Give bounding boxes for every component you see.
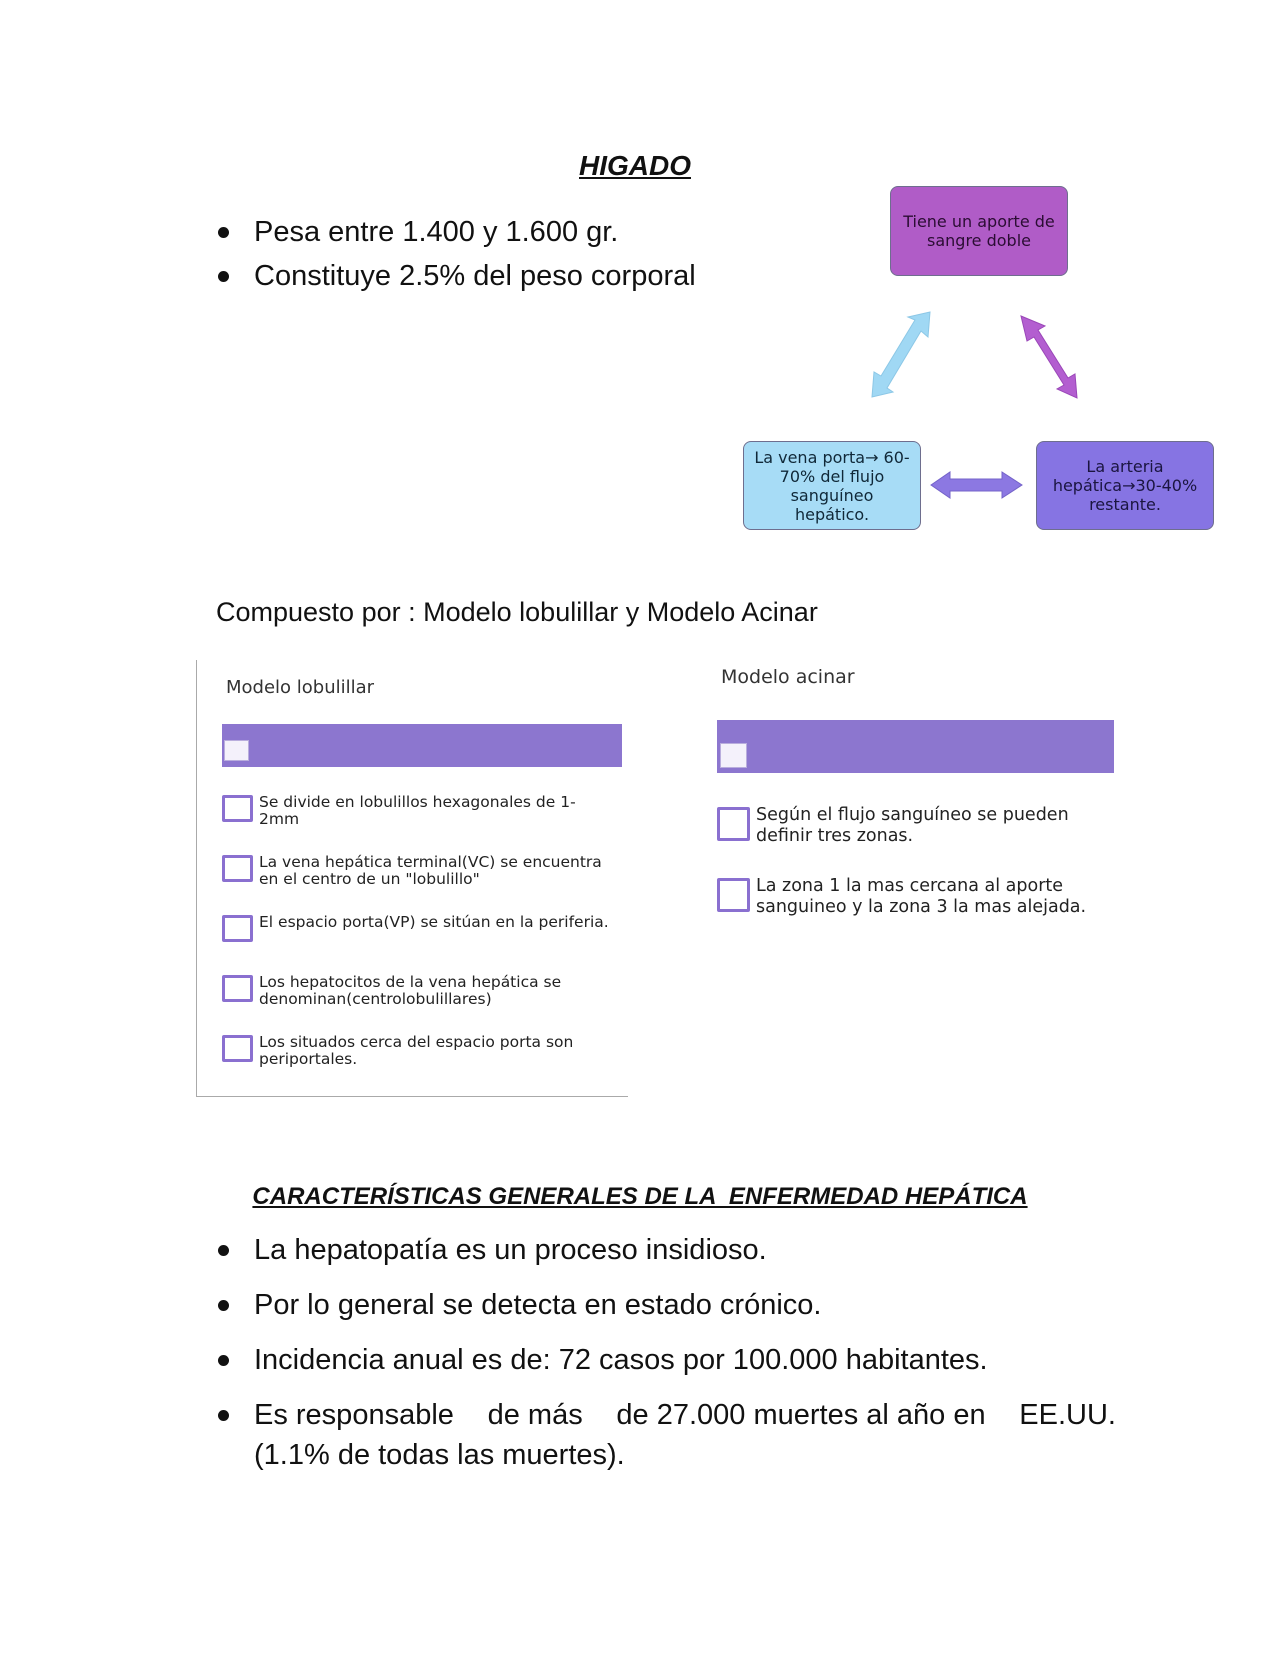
- diagram-box-hepatic-artery: [1036, 441, 1214, 530]
- characteristics-bullet-list: [214, 1230, 1116, 1490]
- acinar-item: [717, 876, 1106, 918]
- lobulillar-item: [222, 1034, 609, 1068]
- lobulillar-item: [222, 974, 609, 1008]
- mortality-line-2: (1.1% de todas las muertes).: [254, 1439, 625, 1471]
- acinar-item: [717, 805, 1106, 847]
- checkbox[interactable]: [222, 1035, 253, 1062]
- lobulillar-item: [222, 794, 609, 828]
- lobulillar-item-text: Los hepatocitos de la vena hepática se denominan(centrolobulillares): [259, 973, 562, 1008]
- characteristics-bullet: La hepatopatía es un proceso insidioso.: [214, 1230, 1104, 1270]
- lobulillar-item: [222, 854, 609, 888]
- lobulillar-item-text: La vena hepática terminal(VC) se encuentra en el centro de un "lobulillo": [259, 853, 602, 888]
- bottom-double-arrow: [931, 472, 1022, 498]
- bullet-weight: Pesa entre 1.400 y 1.600 gr.: [214, 210, 696, 254]
- mortality-word: de más: [487, 1399, 583, 1431]
- acinar-header-checkbox[interactable]: [720, 743, 747, 768]
- mortality-word: Es responsable: [254, 1399, 454, 1431]
- diagram-box-double-supply: [890, 186, 1068, 276]
- checkbox[interactable]: [222, 915, 253, 942]
- checkbox[interactable]: [222, 855, 253, 882]
- characteristics-bullet: Por lo general se detecta en estado crónico.: [214, 1285, 1104, 1325]
- diagram-box-portal-vein-text: La vena porta→ 60-70% del flujo sanguíneo hepático.: [754, 447, 910, 524]
- lobulillar-item-text: El espacio porta(VP) se sitúan en la periferia.: [259, 913, 609, 931]
- checkbox[interactable]: [222, 795, 253, 822]
- checkbox[interactable]: [222, 975, 253, 1002]
- lobulillar-model-title: Modelo lobulillar: [226, 677, 375, 698]
- acinar-model-title: Modelo acinar: [721, 666, 855, 688]
- bullet-body-percentage: Constituye 2.5% del peso corporal: [214, 254, 696, 298]
- lobulillar-item-text: Los situados cerca del espacio porta son periportales.: [259, 1033, 574, 1068]
- diagram-box-double-supply-text: Tiene un aporte de sangre doble: [903, 212, 1055, 250]
- acinar-item-text: Según el flujo sanguíneo se pueden definir tres zonas.: [756, 805, 1069, 846]
- lobulillar-item: [222, 914, 609, 942]
- diagram-box-portal-vein: [743, 441, 921, 530]
- characteristics-bullet-mortality: [214, 1395, 1116, 1475]
- left-double-arrow: [872, 312, 930, 397]
- characteristics-bullet: Incidencia anual es de: 72 casos por 100.000 habitantes.: [214, 1340, 1104, 1380]
- mortality-word: de 27.000 muertes al año en: [616, 1399, 986, 1431]
- mortality-word: EE.UU.: [1019, 1399, 1116, 1431]
- page-title-text: HIGADO: [579, 150, 691, 181]
- composition-line: Compuesto por : Modelo lobulillar y Modelo Acinar: [216, 597, 818, 627]
- checkbox[interactable]: [717, 878, 750, 912]
- lobulillar-header-bar: [222, 724, 622, 767]
- right-double-arrow: [1021, 316, 1077, 398]
- diagram-box-hepatic-artery-text: La arteria hepática→30-40% restante.: [1052, 457, 1198, 514]
- acinar-item-text: La zona 1 la mas cercana al aporte sanguineo y la zona 3 la mas alejada.: [756, 876, 1087, 917]
- characteristics-heading: CARACTERÍSTICAS GENERALES DE LA ENFERMEDAD HEPÁTICA: [252, 1183, 1028, 1210]
- lobulillar-header-checkbox[interactable]: [224, 740, 249, 761]
- acinar-header-bar: [717, 720, 1114, 773]
- mortality-line-1: [254, 1395, 1116, 1435]
- checkbox[interactable]: [717, 807, 750, 841]
- lobulillar-item-text: Se divide en lobulillos hexagonales de 1-2mm: [259, 793, 576, 828]
